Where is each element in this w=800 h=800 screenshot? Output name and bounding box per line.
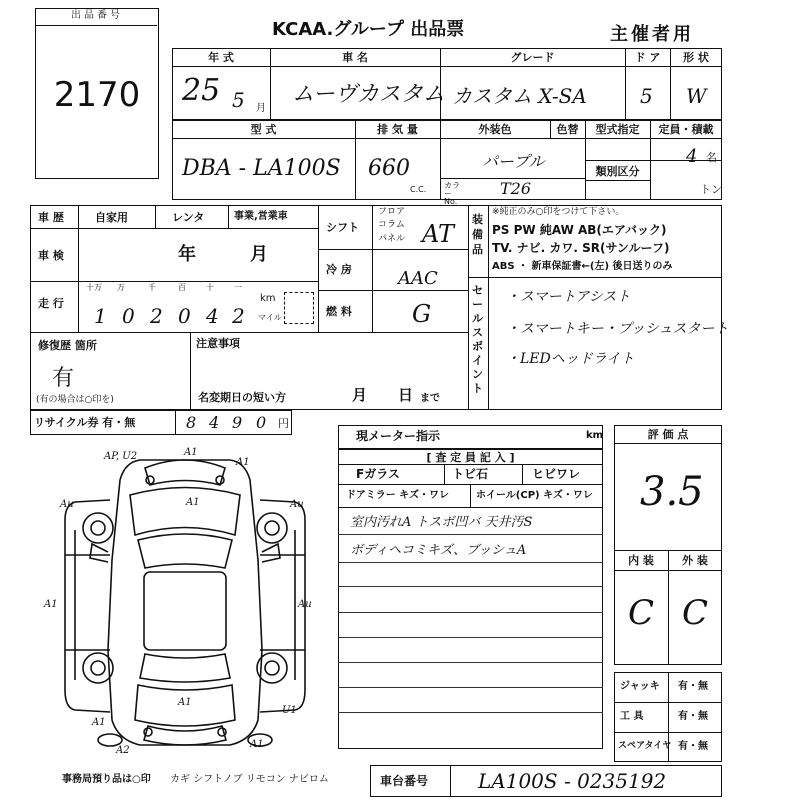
recycle-unit: 円: [278, 417, 289, 430]
registration-day: 日: [398, 386, 414, 404]
spare-value: 有・無: [678, 741, 708, 752]
form-role: 主催者用: [610, 24, 694, 45]
history-label: 車 歴: [38, 211, 64, 224]
jack-label: ジャッキ: [620, 681, 660, 692]
cc-unit: C.C.: [410, 185, 427, 194]
name-value: ムーヴカスタム: [292, 82, 445, 107]
mileage-label: 走 行: [38, 297, 64, 310]
mileage-unit-10k: 万: [117, 283, 125, 292]
rear-bumper: [144, 726, 226, 745]
chassis-label: 車台番号: [380, 774, 429, 788]
lot-number: 2170: [53, 75, 141, 115]
recycle-label: リサイクル券 有・無: [34, 416, 136, 429]
mark-left-front: Au: [60, 499, 74, 510]
capacity-unit: 名: [706, 151, 717, 164]
shift-value: AT: [422, 220, 455, 248]
front-bumper: [145, 460, 225, 485]
history-private: 自家用: [95, 211, 128, 224]
history-business: 事業,営業車: [234, 211, 288, 222]
mileage-check-box: [284, 292, 314, 324]
color-value: パープル: [482, 152, 545, 171]
equipment-note: ※純正のみ○印をつけて下さい。: [492, 207, 625, 217]
year-value: 25: [182, 73, 221, 108]
recycle-digit-4: 0: [256, 413, 267, 432]
shape-value: W: [686, 84, 707, 108]
hood: [130, 488, 240, 536]
ac-value: AAC: [398, 268, 438, 289]
color-type-label: 色替: [556, 123, 579, 136]
fglass-label: Fガラス: [356, 467, 400, 481]
tools-label: 工 具: [620, 711, 644, 722]
mark-front-hood: A1: [184, 447, 198, 458]
office-items: カギ シフトノブ リモコン ナビロム: [170, 774, 329, 785]
capacity-label: 定員・積載: [658, 123, 714, 136]
model-label: 型 式: [250, 123, 277, 136]
sales-point-1: ・スマートアシスト: [506, 289, 631, 305]
interior-value: C: [627, 593, 654, 633]
name-label: 車 名: [342, 51, 368, 64]
exterior-color-label: 外装色: [478, 123, 512, 136]
wheel-front-left: [83, 513, 113, 543]
jack-value: 有・無: [678, 681, 708, 692]
capacity-value: 4: [686, 146, 698, 167]
door-label: ド ア: [634, 51, 661, 64]
mileage-digit-4: 0: [178, 304, 191, 328]
color-no-label: カラー No.: [444, 181, 460, 206]
mark-right-front: Au: [290, 499, 304, 510]
sales-point-3: ・LEDヘッドライト: [506, 351, 635, 367]
ton-unit: トン: [700, 183, 722, 196]
spare-label: スペアタイヤ: [618, 741, 672, 751]
mileage-digit-2: 0: [122, 304, 135, 328]
mileage-digit-1: 1: [94, 304, 107, 328]
mark-rear-left: A1: [92, 717, 106, 728]
form-title: KCAA.グループ 出品票: [272, 19, 465, 40]
repair-label: 修復歴 箇所: [38, 339, 97, 352]
score-label: 評 価 点: [647, 428, 689, 441]
meter-unit: km: [586, 430, 604, 441]
meter-label: 現メーター指示: [356, 429, 441, 443]
sales-point-2: ・スマートキー・プッシュスタート: [506, 321, 729, 337]
windshield: [138, 534, 232, 568]
fuel-label: 燃 料: [326, 305, 352, 318]
wheel-front-right: [257, 513, 287, 543]
crack-label: ヒビワレ: [532, 467, 581, 481]
registration-until: まで: [420, 393, 440, 404]
mileage-unit-10: 十: [206, 283, 214, 292]
recycle-digit-1: 8: [186, 413, 197, 432]
chassis-value: LA100S - 0235192: [478, 769, 667, 793]
mark-rear-bumper-right: A1: [250, 739, 264, 750]
mark-roof: A1: [186, 497, 200, 508]
mark-rear-right: U1: [282, 705, 297, 716]
mileage-unit-1k: 千: [148, 283, 156, 292]
roof: [144, 572, 226, 650]
car-diagram: [30, 440, 370, 780]
mileage-unit-100: 百: [178, 283, 186, 292]
sales-label: セールスポイント: [472, 284, 483, 395]
office-note: 事務局預り品は○印: [62, 774, 151, 785]
displacement-value: 660: [368, 156, 410, 181]
grade-label: グレード: [510, 51, 555, 64]
equipment-label: 装備品: [472, 213, 483, 256]
wheel-label: ホイール(CP) キズ・ワレ: [476, 490, 593, 501]
mileage-unit-1: 一: [234, 283, 242, 292]
equipment-line3: ABS ・ 新車保証書←(左) 後日送りのみ: [492, 261, 673, 272]
history-rental: レンタ: [172, 211, 205, 224]
notes-label: 注意事項: [196, 337, 240, 350]
mark-rear-bumper-left: A2: [116, 745, 130, 756]
mark-left-mid: A1: [44, 599, 58, 610]
color-no-value: T26: [500, 179, 532, 198]
mark-front-bumper: AP, U2: [104, 451, 138, 462]
mark-right-mid: Au: [298, 599, 312, 610]
mark-front-right: A1: [236, 457, 250, 468]
rear-window: [140, 654, 230, 682]
month-unit: 月: [256, 103, 266, 114]
registration-month: 月: [352, 386, 368, 404]
mileage-digit-3: 2: [150, 304, 163, 328]
fuel-value: G: [412, 300, 432, 328]
exterior-value: C: [681, 593, 708, 633]
grade-value: カスタム X-SA: [452, 84, 587, 108]
equipment-line1: PS PW 純AW AB(エアバック): [492, 223, 667, 237]
class-label: 類別区分: [595, 165, 640, 178]
shift-floor: フロア: [378, 207, 406, 217]
inspector-title: [ 査 定 員 記 入 ]: [426, 451, 515, 464]
registration-label: 名変期日の短い方: [198, 391, 286, 404]
interior-label: 内 装: [628, 554, 654, 567]
equipment-line2: TV. ナビ. カワ. SR(サンルーフ): [492, 241, 670, 255]
displacement-label: 排 気 量: [377, 123, 418, 136]
shape-label: 形 状: [683, 51, 709, 64]
door-value: 5: [640, 84, 653, 108]
exterior-label: 外 装: [682, 554, 708, 567]
inspection-label: 車 検: [38, 249, 64, 262]
score-value: 3.5: [640, 469, 704, 515]
mile-unit: マイル: [258, 313, 282, 322]
door-mirror-label: ドアミラー キズ・ワレ: [346, 490, 449, 501]
inspection-month: 月: [250, 244, 268, 265]
mark-rear-hatch: A1: [178, 697, 192, 708]
tobiishi-label: トビ石: [452, 467, 489, 481]
mileage-digit-5: 4: [206, 304, 219, 328]
recycle-digit-3: 9: [232, 413, 243, 432]
inspector-line-1: 室内汚れA トスボ凹バ 天井汚S: [350, 515, 533, 530]
year-label: 年 式: [208, 51, 234, 64]
month-value: 5: [232, 88, 245, 112]
left-mirror: [90, 544, 108, 562]
model-value: DBA - LA100S: [182, 156, 341, 181]
mileage-digit-6: 2: [232, 304, 245, 328]
km-unit: km: [260, 293, 276, 304]
lot-label: 出品番号: [71, 10, 123, 21]
repair-note: (有の場合は○印を): [36, 395, 114, 405]
tools-value: 有・無: [678, 711, 708, 722]
ac-label: 冷 房: [326, 263, 352, 276]
inspector-line-2: ボディヘコミキズ、ブッシュA: [350, 543, 527, 558]
mileage-unit-100k: 十万: [86, 283, 102, 292]
shift-column: コラム: [378, 220, 405, 230]
shift-label: シフト: [326, 221, 359, 234]
repair-value: 有: [52, 366, 75, 391]
recycle-digit-2: 4: [209, 413, 220, 432]
type-spec-label: 型式指定: [595, 123, 640, 136]
right-mirror: [262, 544, 280, 562]
shift-panel: パネル: [378, 234, 406, 244]
inspection-year: 年: [178, 244, 196, 265]
